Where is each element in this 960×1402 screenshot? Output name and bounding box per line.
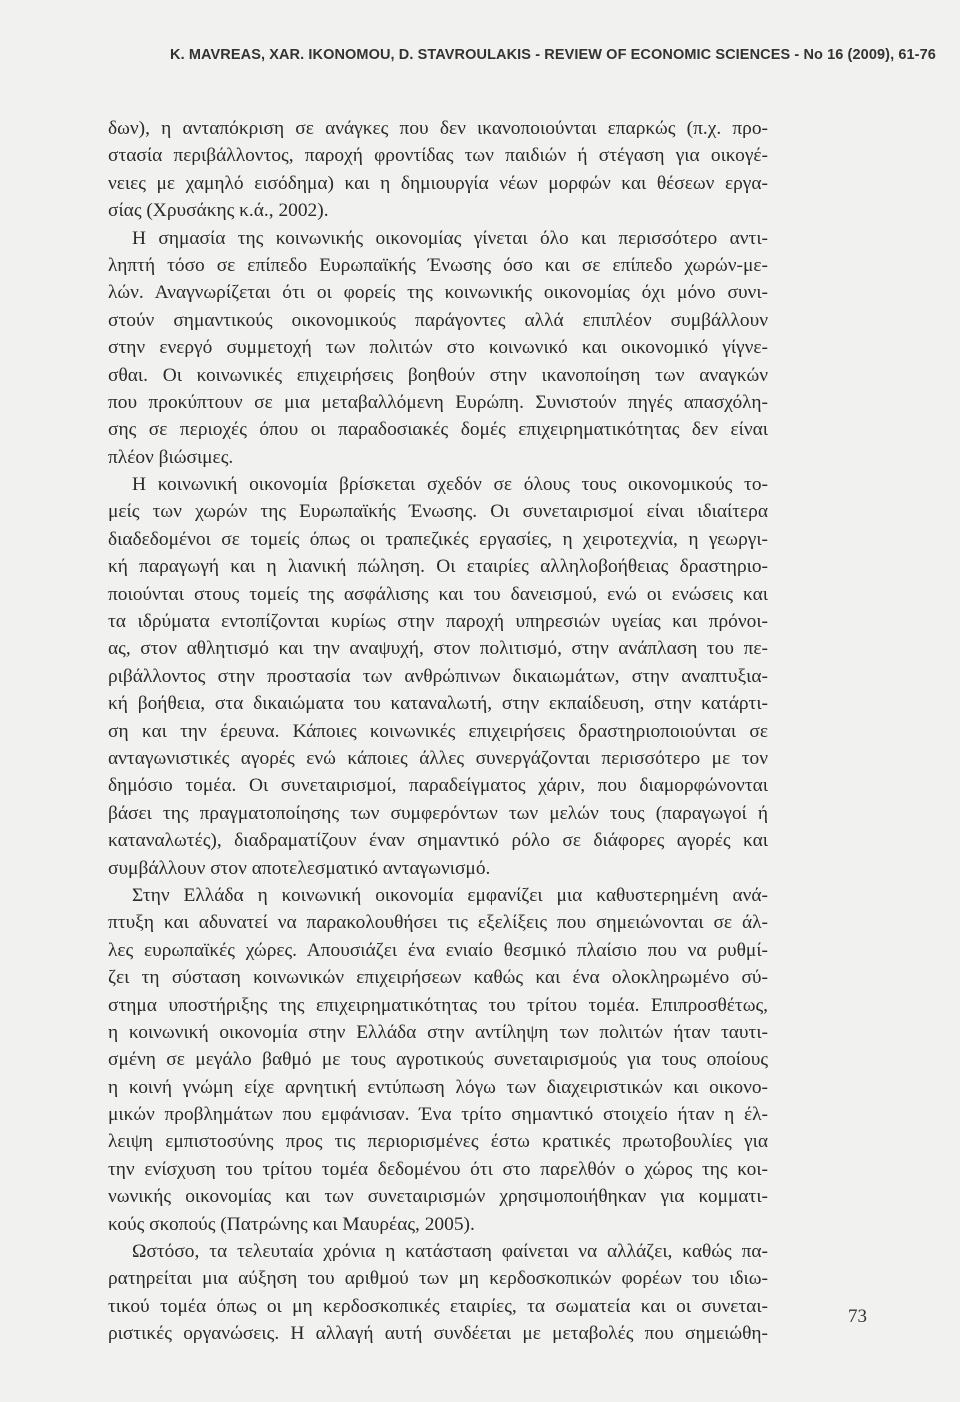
- text-line: ριστικές οργανώσεις. Η αλλαγή αυτή συνδέεται με μεταβολές που σημειώθη-: [108, 1323, 768, 1345]
- text-line: κή παραγωγή και η λιανική πώληση. Οι εταιρίες αλληλοβοήθειας δραστηριο-: [108, 556, 768, 578]
- text-line: σμένη σε μεγάλο βαθμό με τους αγροτικούς συνεταιρισμούς για τους οποίους: [108, 1049, 768, 1071]
- text-line: σης σε περιοχές όπου οι παραδοσιακές δομές επιχειρηματικότητας δεν είναι: [108, 419, 768, 441]
- text-line: βάσει της πραγματοποίησης των συμφερόντων των μελών τους (παραγωγοί ή: [108, 802, 768, 824]
- page-number: 73: [848, 1306, 867, 1327]
- text-line: μικών προβλημάτων που εμφάνισαν. Ένα τρίτο σημαντικό στοιχείο ήταν η έλ-: [108, 1104, 768, 1126]
- text-line: ρατηρείται μια αύξηση του αριθμού των μη κερδοσκοπικών φορέων του ιδιω-: [108, 1268, 768, 1290]
- text-line: η κοινή γνώμη είχε αρνητική εντύπωση λόγω των διαχειριστικών και οικονο-: [108, 1076, 768, 1098]
- text-line: μείς των χωρών της Ευρωπαϊκής Ένωσης. Οι συνεταιρισμοί είναι ιδιαίτερα: [108, 501, 768, 523]
- text-line: Ωστόσο, τα τελευταία χρόνια η κατάσταση φαίνεται να αλλάζει, καθώς πα-: [132, 1241, 768, 1263]
- text-line: λες ευρωπαϊκές χώρες. Απουσιάζει ένα ενιαίο θεσμικό πλαίσιο που να ρυθμί-: [108, 939, 768, 961]
- text-line: στούν σημαντικούς οικονομικούς παράγοντες αλλά επιπλέον συμβάλλουν: [108, 309, 768, 331]
- text-line: που προκύπτουν σε μια μεταβαλλόμενη Ευρώπη. Συνιστούν πηγές απασχόλη-: [108, 391, 768, 413]
- text-line: στασία περιβάλλοντος, παροχή φροντίδας των παιδιών ή στέγαση για οικογέ-: [108, 145, 768, 167]
- text-line: Στην Ελλάδα η κοινωνική οικονομία εμφανίζει μια καθυστερημένη ανά-: [132, 884, 768, 906]
- text-line: τα ιδρύματα εντοπίζονται κυρίως στην παροχή υπηρεσιών υγείας και πρόνοι-: [108, 611, 768, 633]
- running-header: K. MAVREAS, XAR. IKONOMOU, D. STAVROULAKIS - REVIEW OF ECONOMIC SCIENCES - No 16 (2009), 61-76: [170, 47, 936, 63]
- text-line: δων), η ανταπόκριση σε ανάγκες που δεν ικανοποιούνται επαρκώς (π.χ. προ-: [108, 118, 768, 139]
- text-line: πλέον βιώσιμες.: [108, 446, 234, 468]
- text-line: ανταγωνιστικές αγορές ενώ κάποιες άλλες συνεργάζονται περισσότερο με τον: [108, 747, 768, 769]
- text-line: στημα υποστήριξης της επιχειρηματικότητας του τρίτου τομέα. Επιπροσθέτως,: [108, 994, 768, 1016]
- text-line: ση και την έρευνα. Κάποιες κοινωνικές επιχειρήσεις δραστηριοποιούνται σε: [108, 720, 768, 742]
- text-line: σίας (Χρυσάκης κ.ά., 2002).: [108, 200, 329, 222]
- text-line: τικού τομέα όπως οι μη κερδοσκοπικές εταιρίες, τα σωματεία και οι συνεται-: [108, 1295, 768, 1317]
- text-line: νωνικής οικονομίας και των συνεταιρισμών χρησιμοποιήθηκαν για κομματι-: [108, 1186, 768, 1208]
- text-line: λών. Αναγνωρίζεται ότι οι φορείς της κοινωνικής οικονομίας όχι μόνο συνι-: [108, 282, 768, 304]
- text-line: ζει τη σύσταση κοινωνικών επιχειρήσεων καθώς και ένα ολοκληρωμένο σύ-: [108, 967, 768, 989]
- text-line: ριβάλλοντος στην προστασία των ανθρώπινων δικαιωμάτων, στην αναπτυξια-: [108, 665, 768, 687]
- text-line: η κοινωνική οικονομία στην Ελλάδα στην αντίληψη των πολιτών ήταν ταυτι-: [108, 1021, 768, 1043]
- text-line: λειψη εμπιστοσύνης προς τις περιορισμένες έστω κρατικές πρωτοβουλίες για: [108, 1131, 768, 1153]
- text-line: νειες με χαμηλό εισόδημα) και η δημιουργία νέων μορφών και θέσεων εργα-: [108, 172, 768, 194]
- text-line: κούς σκοπούς (Πατρώνης και Μαυρέας, 2005).: [108, 1213, 475, 1235]
- text-line: Η σημασία της κοινωνικής οικονομίας γίνεται όλο και περισσότερο αντι-: [132, 227, 768, 249]
- text-line: ας, στον αθλητισμό και την αναψυχή, στον πολιτισμό, στην ανάπλαση του πε-: [108, 638, 768, 660]
- text-line: Η κοινωνική οικονομία βρίσκεται σχεδόν σε όλους τους οικονομικούς το-: [132, 474, 768, 496]
- text-line: διαδεδομένοι σε τομείς όπως οι τραπεζικές εργασίες, η χειροτεχνία, η γεωργι-: [108, 528, 768, 550]
- text-line: ληπτή τόσο σε επίπεδο Ευρωπαϊκής Ένωσης όσο και σε επίπεδο χωρών-με-: [108, 254, 768, 276]
- text-line: σθαι. Οι κοινωνικές επιχειρήσεις βοηθούν στην ικανοποίηση των αναγκών: [108, 364, 768, 386]
- article-body: [108, 115, 768, 1348]
- text-line: πτυξη και αδυνατεί να παρακολουθήσει τις εξελίξεις που σημειώνονται σε άλ-: [108, 912, 768, 934]
- text-line: δημόσιο τομέα. Οι συνεταιρισμοί, παραδείγματος χάριν, που διαμορφώνονται: [108, 775, 768, 797]
- text-line: κή βοήθεια, στα δικαιώματα του καταναλωτή, στην εκπαίδευση, στην κατάρτι-: [108, 693, 768, 715]
- text-line: στην ενεργό συμμετοχή των πολιτών στο κοινωνικό και οικονομικό γίγνε-: [108, 337, 768, 359]
- text-line: καταναλωτές), διαδραματίζουν έναν σημαντικό ρόλο σε διάφορες αγορές και: [108, 830, 768, 852]
- text-line: ποιούνται στους τομείς της ασφάλισης και του δανεισμού, ενώ οι ενώσεις και: [108, 583, 768, 605]
- text-line: συμβάλλουν στον αποτελεσματικό ανταγωνισμό.: [108, 857, 491, 879]
- text-line: την ενίσχυση του τρίτου τομέα δεδομένου ότι στο παρελθόν ο χώρος της κοι-: [108, 1158, 768, 1180]
